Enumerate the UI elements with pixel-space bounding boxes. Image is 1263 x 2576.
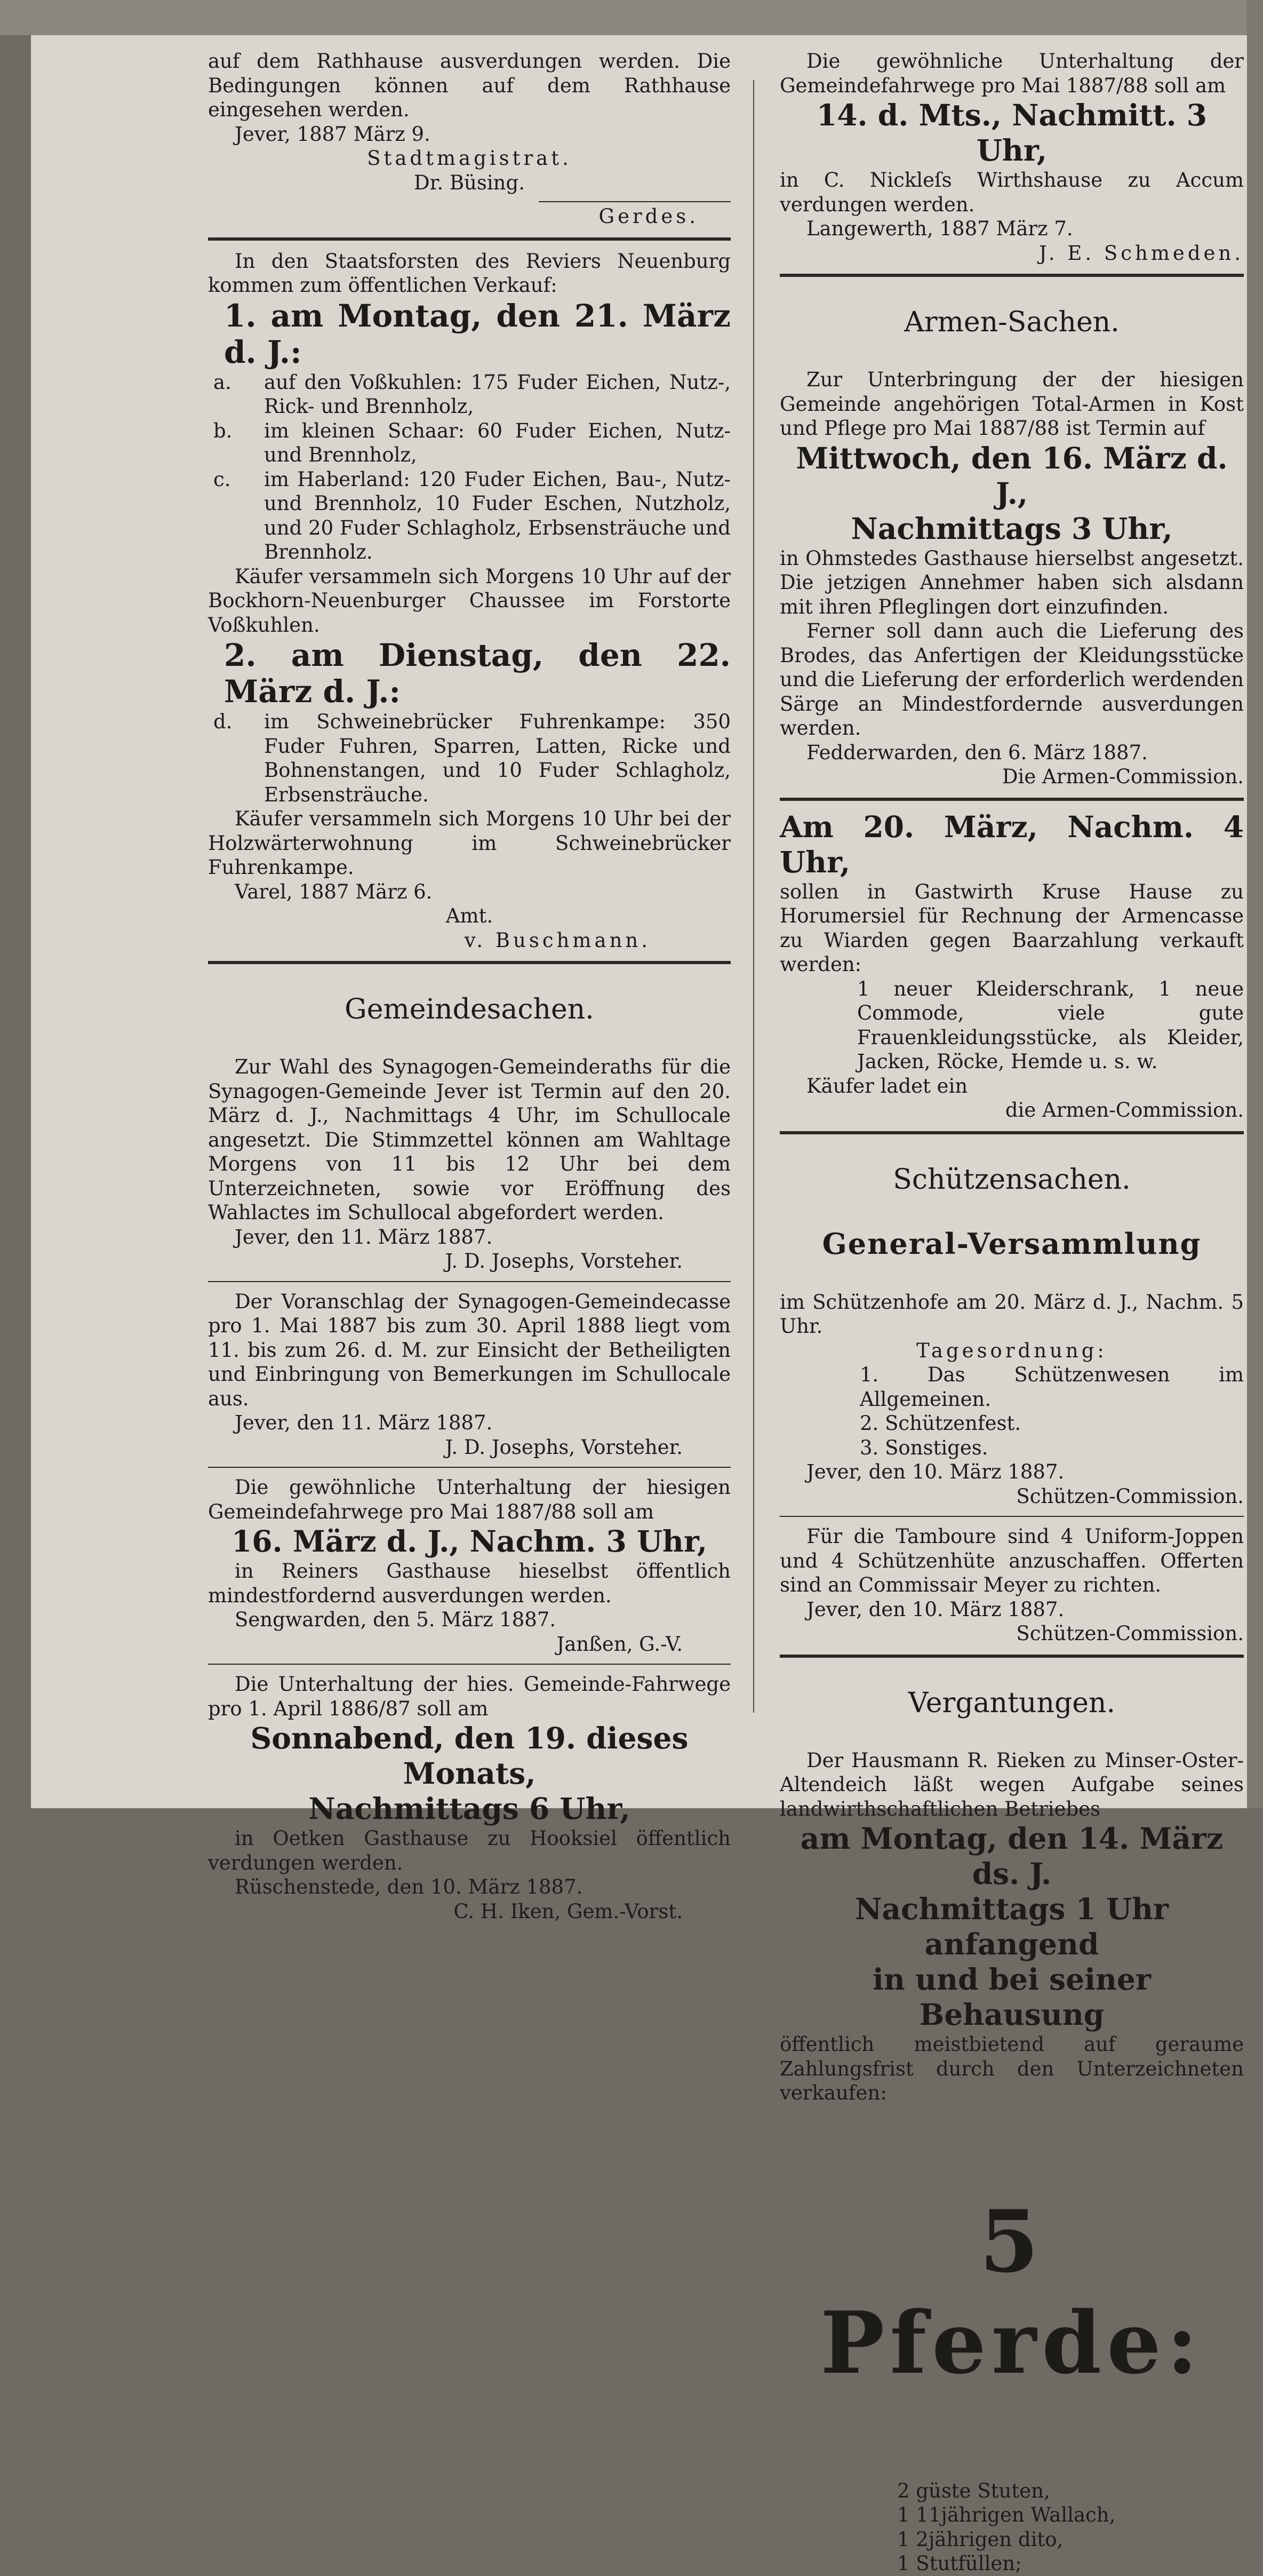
forst-heading-2: 2. am Dienstag, den 22. März d. J.: — [224, 637, 731, 710]
gemeinde-heading: Gemeindesachen. — [345, 993, 594, 1025]
tambour-date: Jever, den 10. März 1887. — [806, 1597, 1065, 1621]
item-text: im kleinen Schaar: 60 Fuder Eichen, Nutz- und Brennholz, — [264, 419, 731, 466]
vergantungen-text-2: öffentlich meistbietend auf geraume Zahlungsfrist durch den Unterzeichneten verkaufen: — [780, 2033, 1244, 2104]
rule — [208, 1467, 731, 1468]
forst-item-b — [208, 419, 731, 467]
gemeinde-4-text-b: in Oetken Gasthause zu Hooksiel öffentlich verdungen werden. — [208, 1827, 731, 1874]
gemeinde-4-date-big-2: Nachmittags 6 Uhr, — [308, 1791, 630, 1826]
vergantungen-date-big-1: am Montag, den 14. März ds. J. — [800, 1821, 1224, 1891]
vergantungen-date-big-2: Nachmittags 1 Uhr anfangend — [855, 1891, 1169, 1961]
item-text: im Schweinebrücker Fuhrenkampe: 350 Fuder Fuhren, Sparren, Latten, Ricke und Bohnenstangen, und 10 Fuder Schlagholz, Erbsensträuche. — [264, 710, 731, 806]
gemeinde-3-date-big: 16. März d. J., Nachm. 3 Uhr, — [231, 1524, 708, 1559]
pferde-heading: 5 Pferde: — [820, 2191, 1203, 2393]
gemeinde-3-text: Die gewöhnliche Unterhaltung der hiesigen Gemeindefahrwege pro Mai 1887/88 soll am — [208, 1476, 731, 1523]
forst-item-c — [208, 467, 731, 565]
right-1-date-big: 14. d. Mts., Nachmitt. 3 Uhr, — [816, 98, 1208, 168]
section-rule — [208, 961, 731, 964]
item-label: b. — [213, 419, 233, 442]
intro-signature-1: Stadtmagistrat. — [367, 147, 572, 170]
section-rule — [780, 798, 1244, 801]
vergantungen-date-big-3: in und bei seiner Behausung — [873, 1962, 1151, 2032]
march20-signature: die Armen-Commission. — [1005, 1099, 1244, 1122]
tambour-text: Für die Tamboure sind 4 Uniform-Joppen und 4 Schützenhüte anzuschaffen. Offerten sind an Commissair Meyer zu richten. — [780, 1525, 1244, 1596]
rule — [208, 1281, 731, 1282]
item-text: auf den Voßkuhlen: 175 Fuder Eichen, Nutz-, Rick- und Brennholz, — [264, 370, 731, 418]
item-label: c. — [213, 467, 231, 491]
armen-signature: Die Armen-Commission. — [1002, 765, 1244, 788]
armen-date: Fedderwarden, den 6. März 1887. — [806, 741, 1148, 764]
vergantungen-text-1: Der Hausmann R. Rieken zu Minser-Oster-Altendeich läßt wegen Aufgabe seines landwirthschaftlichen Betriebes — [780, 1748, 1244, 1820]
forst-signature: v. Buschmann. — [464, 928, 651, 952]
gemeinde-2-signature: J. D. Josephs, Vorsteher. — [445, 1435, 683, 1459]
forst-item-d — [208, 710, 731, 807]
section-rule — [780, 274, 1244, 277]
gemeinde-2-date: Jever, den 11. März 1887. — [235, 1411, 493, 1434]
tambour-signature: Schützen-Commission. — [1016, 1622, 1244, 1645]
intro-signature-3: Gerdes. — [598, 205, 699, 228]
schuetzen-date: Jever, den 10. März 1887. — [806, 1460, 1065, 1483]
page-top-margin — [0, 0, 1263, 35]
gemeinde-2-text: Der Voranschlag der Synagogen-Gemeindecasse pro 1. Mai 1887 bis zum 30. April 1888 liegt vom 11. bis zum 26. d. M. zur Einsicht der Betheiligten und Einbringung von Bemerkungen im Schullocale aus. — [208, 1290, 731, 1410]
right-1-text-b: in C. Nickleſs Wirthshause zu Accum verdungen werden. — [780, 169, 1244, 216]
item-label: a. — [213, 370, 231, 394]
gemeinde-4-signature: C. H. Iken, Gem.-Vorst. — [453, 1899, 683, 1923]
gemeinde-4-date: Rüschenstede, den 10. März 1887. — [235, 1875, 583, 1898]
armen-date-big-1: Mittwoch, den 16. März d. J., — [796, 440, 1228, 511]
right-1-date: Langewerth, 1887 März 7. — [806, 217, 1073, 240]
gemeinde-1-signature: J. D. Josephs, Vorsteher. — [445, 1250, 683, 1273]
gemeinde-4-date-big-1: Sonnabend, den 19. dieses Monats, — [250, 1721, 689, 1791]
vergantungen-heading: Vergantungen. — [908, 1687, 1116, 1719]
item-text: im Haberland: 120 Fuder Eichen, Bau-, Nutz- und Brennholz, 10 Fuder Eschen, Nutzholz, und 20 Fuder Schlagholz, Erbsensträuche und Brennholz. — [264, 467, 731, 563]
march20-text: sollen in Gastwirth Kruse Hause zu Horumersiel für Rechnung der Armencasse zu Wiarden gegen Baarzahlung verkauft werden: — [780, 880, 1244, 976]
forst-date: Varel, 1887 März 6. — [235, 880, 433, 903]
section-rule — [780, 1655, 1244, 1658]
gemeinde-1-date: Jever, den 11. März 1887. — [235, 1225, 493, 1249]
gemeinde-1-text: Zur Wahl des Synagogen-Gemeinderaths für die Synagogen-Gemeinde Jever ist Termin auf den 20. März d. J., Nachmittags 4 Uhr, im Schullocale angesetzt. Die Stimmzettel können am Wahltage Morgens von 11 bis 12 Uhr bei dem Unterzeichneten, sowie vor Eröffnung des Wahlactes im Schullocal abgefordert werden. — [208, 1055, 731, 1224]
armen-text-2: in Ohmstedes Gasthause hierselbst angesetzt. Die jetzigen Annehmer haben sich alsdann mit ihren Pfleglingen dort einzufinden. — [780, 546, 1244, 618]
left-column — [208, 49, 731, 1923]
section-rule — [780, 1131, 1244, 1134]
item-label: d. — [213, 710, 233, 733]
intro-date: Jever, 1887 März 9. — [235, 122, 430, 146]
armen-text-1: Zur Unterbringung der der hiesigen Gemeinde angehörigen Total-Armen in Kost und Pflege pro Mai 1887/88 ist Termin auf — [780, 368, 1244, 440]
right-1-signature: J. E. Schmeden. — [1038, 241, 1244, 265]
march20-date-big: Am 20. März, Nachm. 4 Uhr, — [780, 809, 1244, 879]
armen-text-3: Ferner soll dann auch die Lieferung des Brodes, das Anfertigen der Kleidungsstücke und die Lieferung der erforderlich werdenden Särge an Mindestfordernde ausverdungen werden. — [780, 619, 1244, 740]
general-versammlung-heading: General-Versammlung — [822, 1226, 1202, 1261]
rule — [208, 1664, 731, 1665]
tagesordnung-item-2: 2. Schützenfest. — [860, 1412, 1021, 1435]
forst-kaeufer-1: Käufer versammeln sich Morgens 10 Uhr auf der Bockhorn-Neuenburger Chaussee im Forstorte Voßkuhlen. — [208, 565, 731, 637]
tagesordnung-item-3: 3. Sonstiges. — [860, 1436, 988, 1459]
rule — [780, 1516, 1244, 1517]
intro-text: auf dem Rathhause ausverdungen werden. Die Bedingungen können auf dem Rathhause eingesehen werden. — [208, 50, 731, 121]
section-rule — [208, 237, 731, 241]
forst-item-a — [208, 370, 731, 419]
forst-intro: In den Staatsforsten des Reviers Neuenburg kommen zum öffentlichen Verkauf: — [208, 249, 731, 297]
forst-heading-1: 1. am Montag, den 21. März d. J.: — [224, 297, 731, 370]
gemeinde-3-text-b: in Reiners Gasthause hieselbst öffentlich mindestfordernd ausverdungen werden. — [208, 1560, 731, 1607]
gemeinde-3-signature: Janßen, G.-V. — [556, 1632, 683, 1656]
march20-kaeufer: Käufer ladet ein — [806, 1074, 968, 1098]
column-divider — [753, 80, 754, 1713]
right-column — [780, 49, 1244, 2576]
tagesordnung-item-1: 1. Das Schützenwesen im Allgemeinen. — [860, 1363, 1244, 1411]
pferde-item-1: 2 güste Stuten, — [897, 2479, 1050, 2502]
armen-date-big-2: Nachmittags 3 Uhr, — [851, 511, 1173, 546]
schuetzen-signature: Schützen-Commission. — [1016, 1484, 1244, 1508]
schuetzen-text: im Schützenhofe am 20. März d. J., Nachm. 5 Uhr. — [780, 1290, 1244, 1338]
pferde-item-2: 1 11jährigen Wallach, — [897, 2503, 1116, 2526]
forst-amt: Amt. — [445, 904, 493, 927]
page-right-edge — [1247, 0, 1263, 1808]
pferde-item-4: 1 Stutfüllen; — [897, 2552, 1022, 2575]
gemeinde-4-text: Die Unterhaltung der hies. Gemeinde-Fahrwege pro 1. April 1886/87 soll am — [208, 1673, 731, 1720]
pferde-item-3: 1 2jährigen dito, — [897, 2527, 1064, 2551]
armen-heading: Armen-Sachen. — [904, 306, 1120, 338]
gemeinde-3-date: Sengwarden, den 5. März 1887. — [235, 1608, 556, 1631]
schuetzen-heading: Schützensachen. — [893, 1163, 1131, 1196]
intro-signature-2: Dr. Büsing. — [414, 171, 525, 194]
tagesordnung-label: Tagesordnung: — [916, 1339, 1107, 1362]
short-rule — [539, 201, 731, 202]
right-1-text: Die gewöhnliche Unterhaltung der Gemeindefahrwege pro Mai 1887/88 soll am — [780, 50, 1244, 97]
march20-items: 1 neuer Kleiderschrank, 1 neue Commode, viele gute Frauenkleidungsstücke, als Kleider, Jacken, Röcke, Hemde u. s. w. — [857, 977, 1244, 1073]
forst-kaeufer-2: Käufer versammeln sich Morgens 10 Uhr bei der Holzwärterwohnung im Schweinebrücker Fuhrenkampe. — [208, 807, 731, 879]
